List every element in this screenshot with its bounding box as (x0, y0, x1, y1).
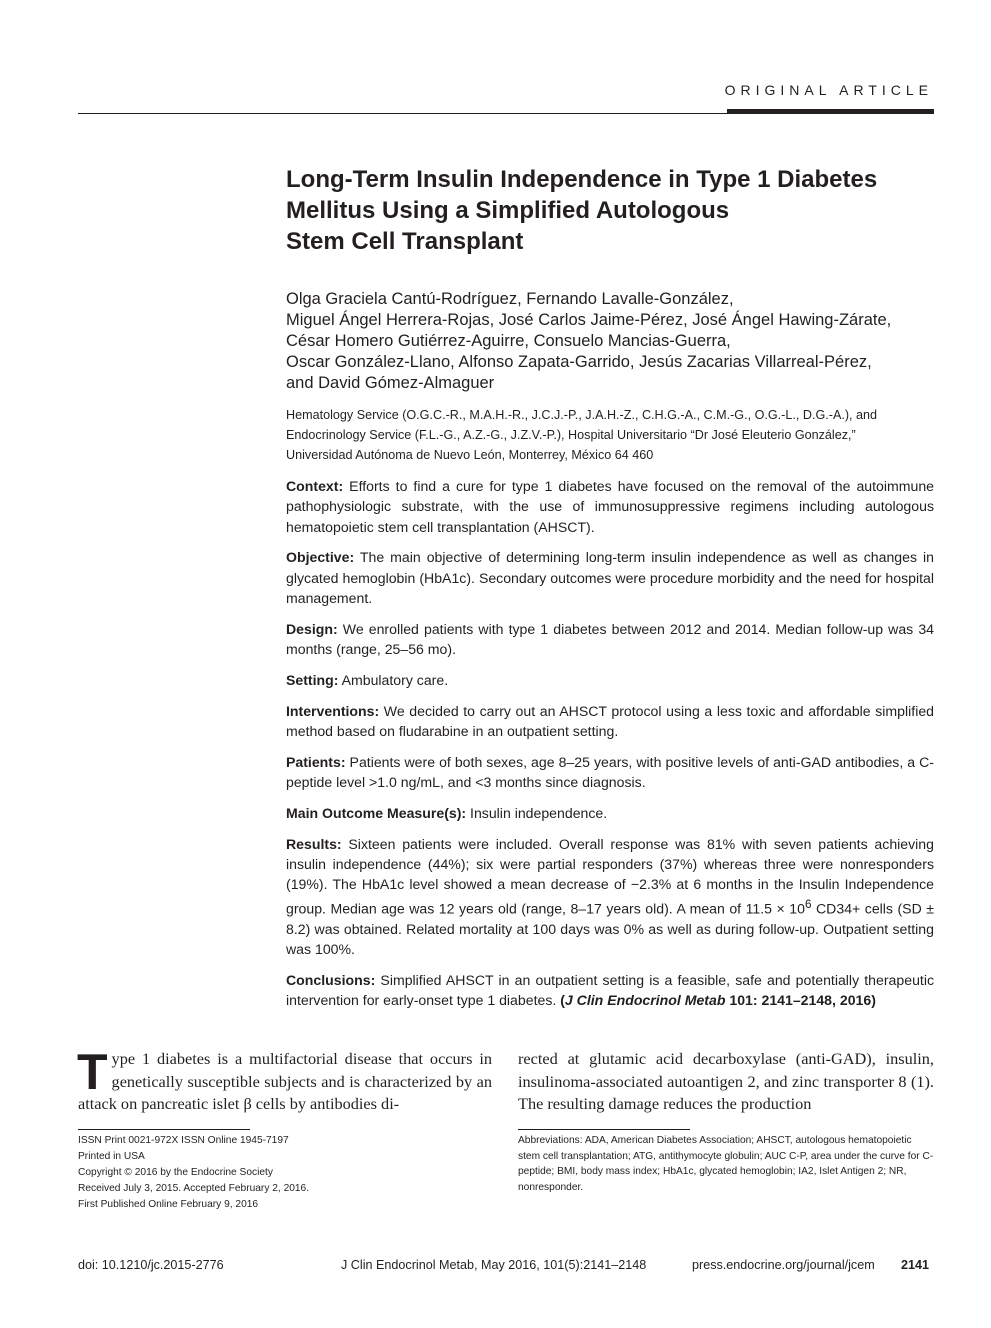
abstract-text: Patients were of both sexes, age 8–25 years, with positive levels of anti-GAD antibodies, a C-peptide level >1.0 ng/mL, and <3 months since diagnosis. (286, 753, 934, 791)
affiliation-line: Universidad Autónoma de Nuevo León, Monterrey, México 64 460 (286, 448, 654, 462)
abbreviations-footnote: Abbreviations: ADA, American Diabetes Association; AHSCT, autologous hematopoietic stem cell transplantation; ATG, antithymocyte globulin; AUC C-P, area under the curve for C-peptide; BMI, body mass index; HbA1c, glycated hemoglobin; IA2, Islet Antigen 2; NR, nonresponder. (518, 1135, 934, 1193)
abstract-context (286, 476, 934, 537)
title-line: Mellitus Using a Simplified Autologous (286, 197, 730, 224)
abstract-label: Results: (286, 835, 342, 852)
body-text: ype 1 diabetes is a multifactorial disease that occurs in genetically susceptible subjects and is characterized by an attack on pancreatic islet β cells by antibodies di- (78, 1049, 492, 1113)
superscript: 6 (804, 897, 812, 911)
article-title (286, 164, 926, 257)
abstract-results (286, 834, 934, 959)
abstract-text: Simplified AHSCT in an outpatient setting is a feasible, safe and potentially therapeutic intervention for early-onset type 1 diabetes. (286, 971, 934, 1008)
body-column-right (518, 1048, 934, 1116)
abstract-text: CD34+ cells (SD ± 8.2) was obtained. Related mortality at 100 days was 0% as well as during follow-up. Outpatient setting was 100%. (286, 900, 934, 957)
section-label: ORIGINAL ARTICLE (724, 82, 933, 98)
publication-info (78, 1133, 408, 1213)
footnote-rule (78, 1129, 250, 1130)
abstract-objective (286, 547, 934, 608)
abstract-patients (286, 752, 934, 793)
author-line: Miguel Ángel Herrera-Rojas, José Carlos Jaime-Pérez, José Ángel Hawing-Zárate, (286, 311, 892, 329)
footer-journal: J Clin Endocrinol Metab, May 2016, 101(5):2141–2148 (341, 1258, 647, 1272)
citation-journal: J Clin Endocrinol Metab (564, 991, 726, 1008)
footnote-line: First Published Online February 9, 2016 (78, 1199, 259, 1210)
drop-cap: T (77, 1044, 108, 1100)
abstract-text: We decided to carry out an AHSCT protocol using a less toxic and affordable simplified method based on fludarabine in an outpatient setting. (286, 702, 934, 739)
abstract-text: Efforts to find a cure for type 1 diabetes have focused on the removal of the autoimmune pathophysiologic substrate, with the use of immunosuppressive regimens including autologous hematopoietic stem cell transplantation (AHSCT). (286, 478, 934, 535)
author-line: Olga Graciela Cantú-Rodríguez, Fernando Lavalle-González, (286, 290, 734, 308)
abstract-conclusions (286, 970, 934, 1011)
abstract-label: Conclusions: (286, 971, 376, 988)
abstract-text: We enrolled patients with type 1 diabetes between 2012 and 2014. Median follow-up was 34 months (range, 25–56 mo). (286, 620, 934, 658)
abstract-interventions (286, 701, 934, 742)
author-list (286, 289, 936, 394)
abstract-label: Patients: (286, 753, 346, 770)
footnote-rule (518, 1129, 690, 1130)
footnote-line: ISSN Print 0021-972X ISSN Online 1945-7197 (78, 1135, 289, 1146)
header-rule-accent (727, 109, 934, 114)
abstract-text: Sixteen patients were included. Overall response was 81% with seven patients achieving insulin independence (44%); six were partial responders (37%) whereas three were nonresponders (19%). The HbA1c level showed a mean decrease of −2.3% at 6 months in the Insulin Independence group. Median age was 12 years old (range, 8–17 years old). A mean of 11.5 × 10 (286, 835, 934, 917)
abstract-label: Design: (286, 620, 338, 637)
title-line: Stem Cell Transplant (286, 228, 524, 255)
abstract (286, 476, 934, 1021)
title-line: Long-Term Insulin Independence in Type 1 Diabetes (286, 166, 878, 193)
author-line: Oscar González-Llano, Alfonso Zapata-Garrido, Jesús Zacarias Villarreal-Pérez, (286, 353, 872, 371)
abstract-text: Ambulatory care. (338, 671, 449, 688)
page-number: 2141 (901, 1258, 930, 1272)
body-column-left (77, 1044, 492, 1116)
abstract-text: The main objective of determining long-term insulin independence as well as changes in glycated hemoglobin (HbA1c). Secondary outcomes were procedure morbidity and the need for hospital management. (286, 549, 934, 606)
affiliation-line: Endocrinology Service (F.L.-G., A.Z.-G., J.Z.V.-P.), Hospital Universitario “Dr José Eleuterio González,” (286, 428, 856, 442)
footnote-line: Received July 3, 2015. Accepted February 2, 2016. (78, 1183, 310, 1194)
affiliations (286, 405, 936, 465)
citation-rest: 101: 2141–2148, 2016) (725, 991, 876, 1008)
citation (560, 992, 876, 1008)
abstract-label: Main Outcome Measure(s): (286, 804, 467, 821)
author-line: and David Gómez-Almaguer (286, 374, 495, 392)
footnote-line: Printed in USA (78, 1151, 145, 1162)
abstract-text: Insulin independence. (466, 804, 608, 821)
author-line: César Homero Gutiérrez-Aguirre, Consuelo Mancias-Guerra, (286, 332, 731, 350)
body-text: rected at glutamic acid decarboxylase (anti-GAD), insulin, insulinoma-associated autoantigen 2, and zinc transporter 8 (1). The resulting damage reduces the production (518, 1049, 934, 1113)
abstract-label: Setting: (286, 671, 339, 688)
abstract-label: Context: (286, 478, 344, 494)
abstract-measures (286, 803, 934, 823)
footer-doi: doi: 10.1210/jc.2015-2776 (78, 1258, 224, 1272)
abstract-setting (286, 670, 934, 690)
abstract-label: Interventions: (286, 702, 380, 719)
citation-open: ( (560, 991, 565, 1008)
abstract-label: Objective: (286, 549, 355, 566)
abstract-design (286, 619, 934, 660)
affiliation-line: Hematology Service (O.G.C.-R., M.A.H.-R., J.C.J.-P., J.A.H.-Z., C.H.G.-A., C.M.-G., O.G.-L., D.G.-A.), and (286, 408, 878, 422)
footnote-line: Copyright © 2016 by the Endocrine Society (78, 1167, 273, 1178)
footer-url[interactable]: press.endocrine.org/journal/jcem (692, 1258, 875, 1272)
